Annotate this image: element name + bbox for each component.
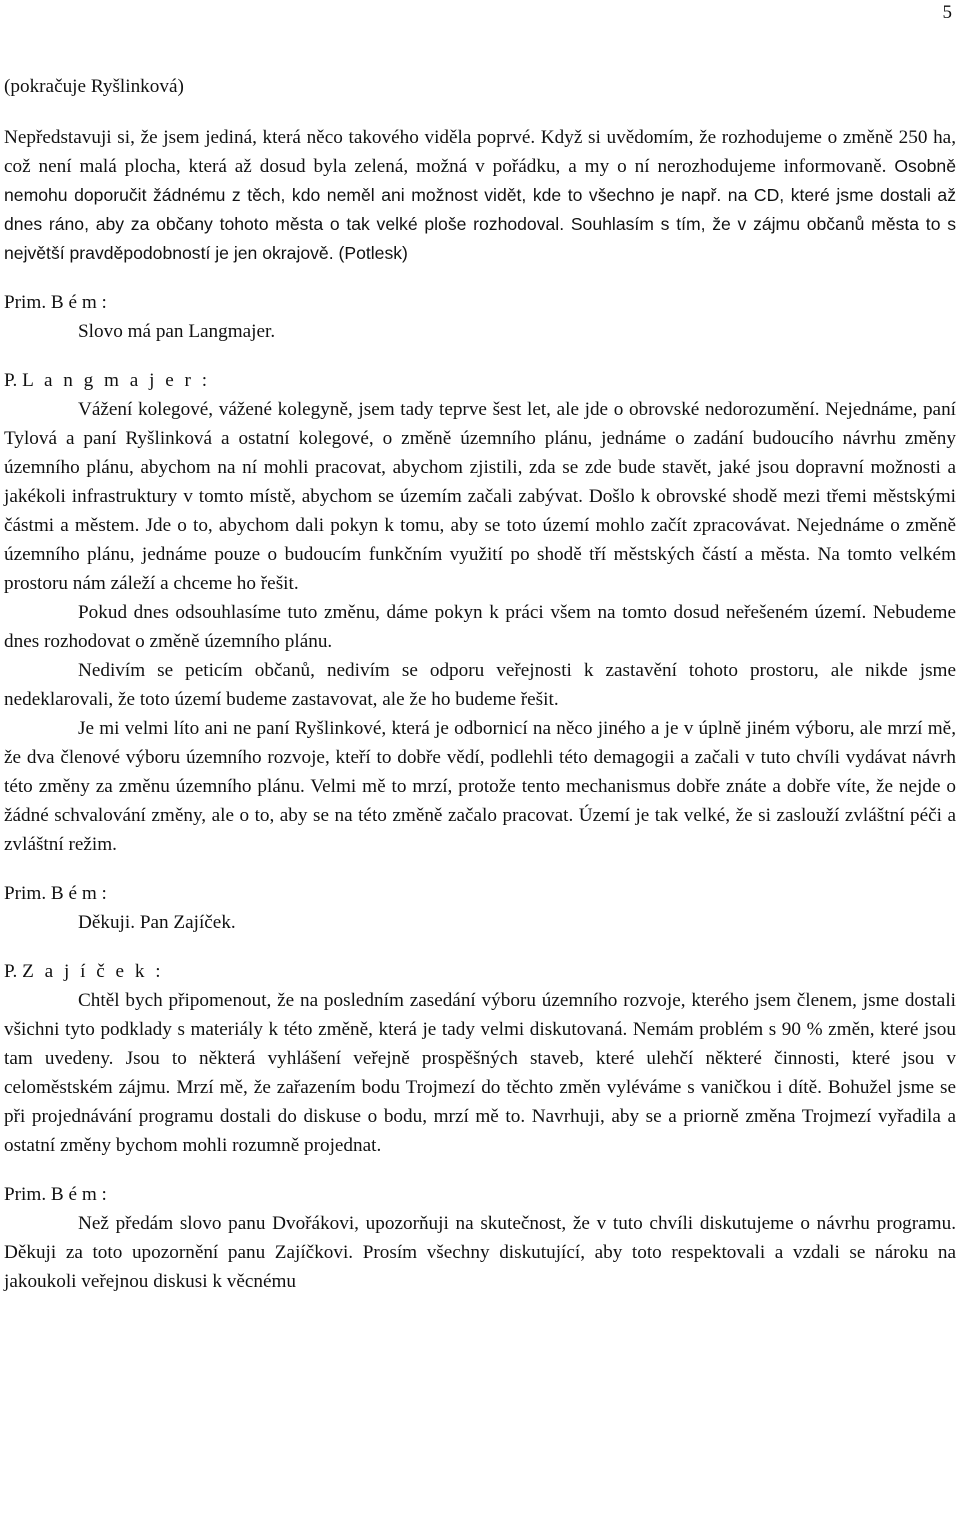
speaker-heading-bem — [4, 879, 956, 908]
bem-reply-2: Děkuji. Pan Zajíček. — [78, 912, 236, 933]
page-number: 5 — [942, 2, 952, 23]
document-body — [4, 72, 956, 1296]
paragraph-ryslinkova — [4, 123, 956, 268]
speaker-name: Z a j í č e k : — [22, 961, 164, 982]
speaker-name: L a n g m a j e r : — [22, 370, 211, 391]
speaker-prefix: P. — [4, 370, 23, 391]
speaker-name: B é m : — [50, 883, 107, 904]
speaker-heading-zajicek — [4, 957, 956, 986]
continuation-note: (pokračuje Ryšlinková) — [4, 76, 184, 97]
langmajer-paragraph-2: Pokud dnes odsouhlasíme tuto změnu, dáme pokyn k práci všem na tomto dosud neřešeném území. Nebudeme dnes rozhodovat o změně územního plánu. — [4, 602, 956, 652]
speaker-heading-bem — [4, 288, 956, 317]
speaker-name: B é m : — [50, 292, 107, 313]
paragraph-ryslinkova-sans: Osobně nemohu doporučit žádnému z těch, kdo neměl ani možnost vidět, kde to všechno je např. na CD, které jsme dostali až dnes ráno, aby za občany tohoto města o tak velké ploše rozhodoval. Souhlasím s tím, že v zájmu občanů města to s největší pravděpodobností je jen okrajově. (Potlesk) — [4, 156, 956, 263]
speaker-prefix: Prim. — [4, 883, 51, 904]
langmajer-paragraph-3: Nedivím se peticím občanů, nedivím se odporu veřejnosti k zastavění tohoto prostoru, ale nikde jsme nedeklarovali, že toto území budeme zastavovat, ale že ho budeme řešit. — [4, 660, 956, 710]
zajicek-paragraph: Chtěl bych připomenout, že na posledním zasedání výboru územního rozvoje, kterého jsem členem, jsme dostali všichni tyto podklady s materiály k této změně, která je tady velmi diskutovaná. Nemám problém s 90 % změn, které jsou tam uvedeny. Jsou to některá vyhlášení veřejně prospěšných staveb, které ulehčí některé činnosti, které jsou v celoměstském zájmu. Mrzí mě, že zařazením bodu Trojmezí do těchto změn vyléváme s vaničkou i dítě. Bohužel jsme se při projednávání programu dostali do diskuse o bodu, mrzí mě to. Navrhuji, aby se a priorně změna Trojmezí vyřadila a ostatní změny bychom mohli rozumně projednat. — [4, 990, 956, 1156]
speaker-name: B é m : — [50, 1184, 107, 1205]
speaker-heading-langmajer — [4, 366, 956, 395]
langmajer-paragraph-1: Vážení kolegové, vážené kolegyně, jsem tady teprve šest let, ale jde o obrovské nedorozumění. Nejednáme, paní Tylová a paní Ryšlinková a ostatní kolegové, o změně územního plánu, jednáme o zadání budoucího návrhu změny územního plánu, abychom na ní mohli pracovat, abychom zjistili, zda se zde bude stavět, jaké jsou dopravní možnosti a jakékoli infrastruktury v tomto místě, abychom se územím začali zabývat. Došlo k obrovské shodě mezi třemi městskými částmi a městem. Jde o to, abychom dali pokyn k tomu, aby se toto území mohlo začít zpracovávat. Nejednáme o změně územního plánu, jednáme pouze o budoucím funkčním využití po shodě tří městských částí a města. Na tomto velkém prostoru nám záleží a chceme ho řešit. — [4, 399, 956, 594]
langmajer-paragraph-4: Je mi velmi líto ani ne paní Ryšlinkové, která je odbornicí na něco jiného a je v úplně jiném výboru, ale mrzí mě, že dva členové výboru územního rozvoje, kteří to dobře vědí, podlehli této demagogii a začali v tuto chvíli vydávat návrh této změny za změnu územního plánu. Velmi mě to mrzí, protože tento mechanismus dobře znáte a dobře víte, že nejde o žádné schvalování změny, ale o to, aby se na této změně začalo pracovat. Území je tak velké, že si zaslouží zvláštní péči a zvláštní režim. — [4, 718, 956, 855]
speaker-prefix: Prim. — [4, 292, 51, 313]
bem-reply-1: Slovo má pan Langmajer. — [78, 321, 276, 342]
bem-paragraph-3: Než předám slovo panu Dvořákovi, upozorňuji na skutečnost, že v tuto chvíli diskutujeme o návrhu programu. Děkuji za toto upozornění panu Zajíčkovi. Prosím všechny diskutující, aby toto respektovali a vzdali se nároku na jakoukoli veřejnou diskusi k věcnému — [4, 1213, 956, 1292]
speaker-heading-bem — [4, 1180, 956, 1209]
speaker-prefix: P. — [4, 961, 23, 982]
paragraph-ryslinkova-serif: Nepředstavuji si, že jsem jediná, která něco takového viděla poprvé. Když si uvědomím, že rozhodujeme o změně 250 ha, což není malá plocha, která až dosud byla zelená, možná v pořádku, a my o ní nerozhodujeme informovaně. — [4, 127, 956, 177]
speaker-prefix: Prim. — [4, 1184, 51, 1205]
